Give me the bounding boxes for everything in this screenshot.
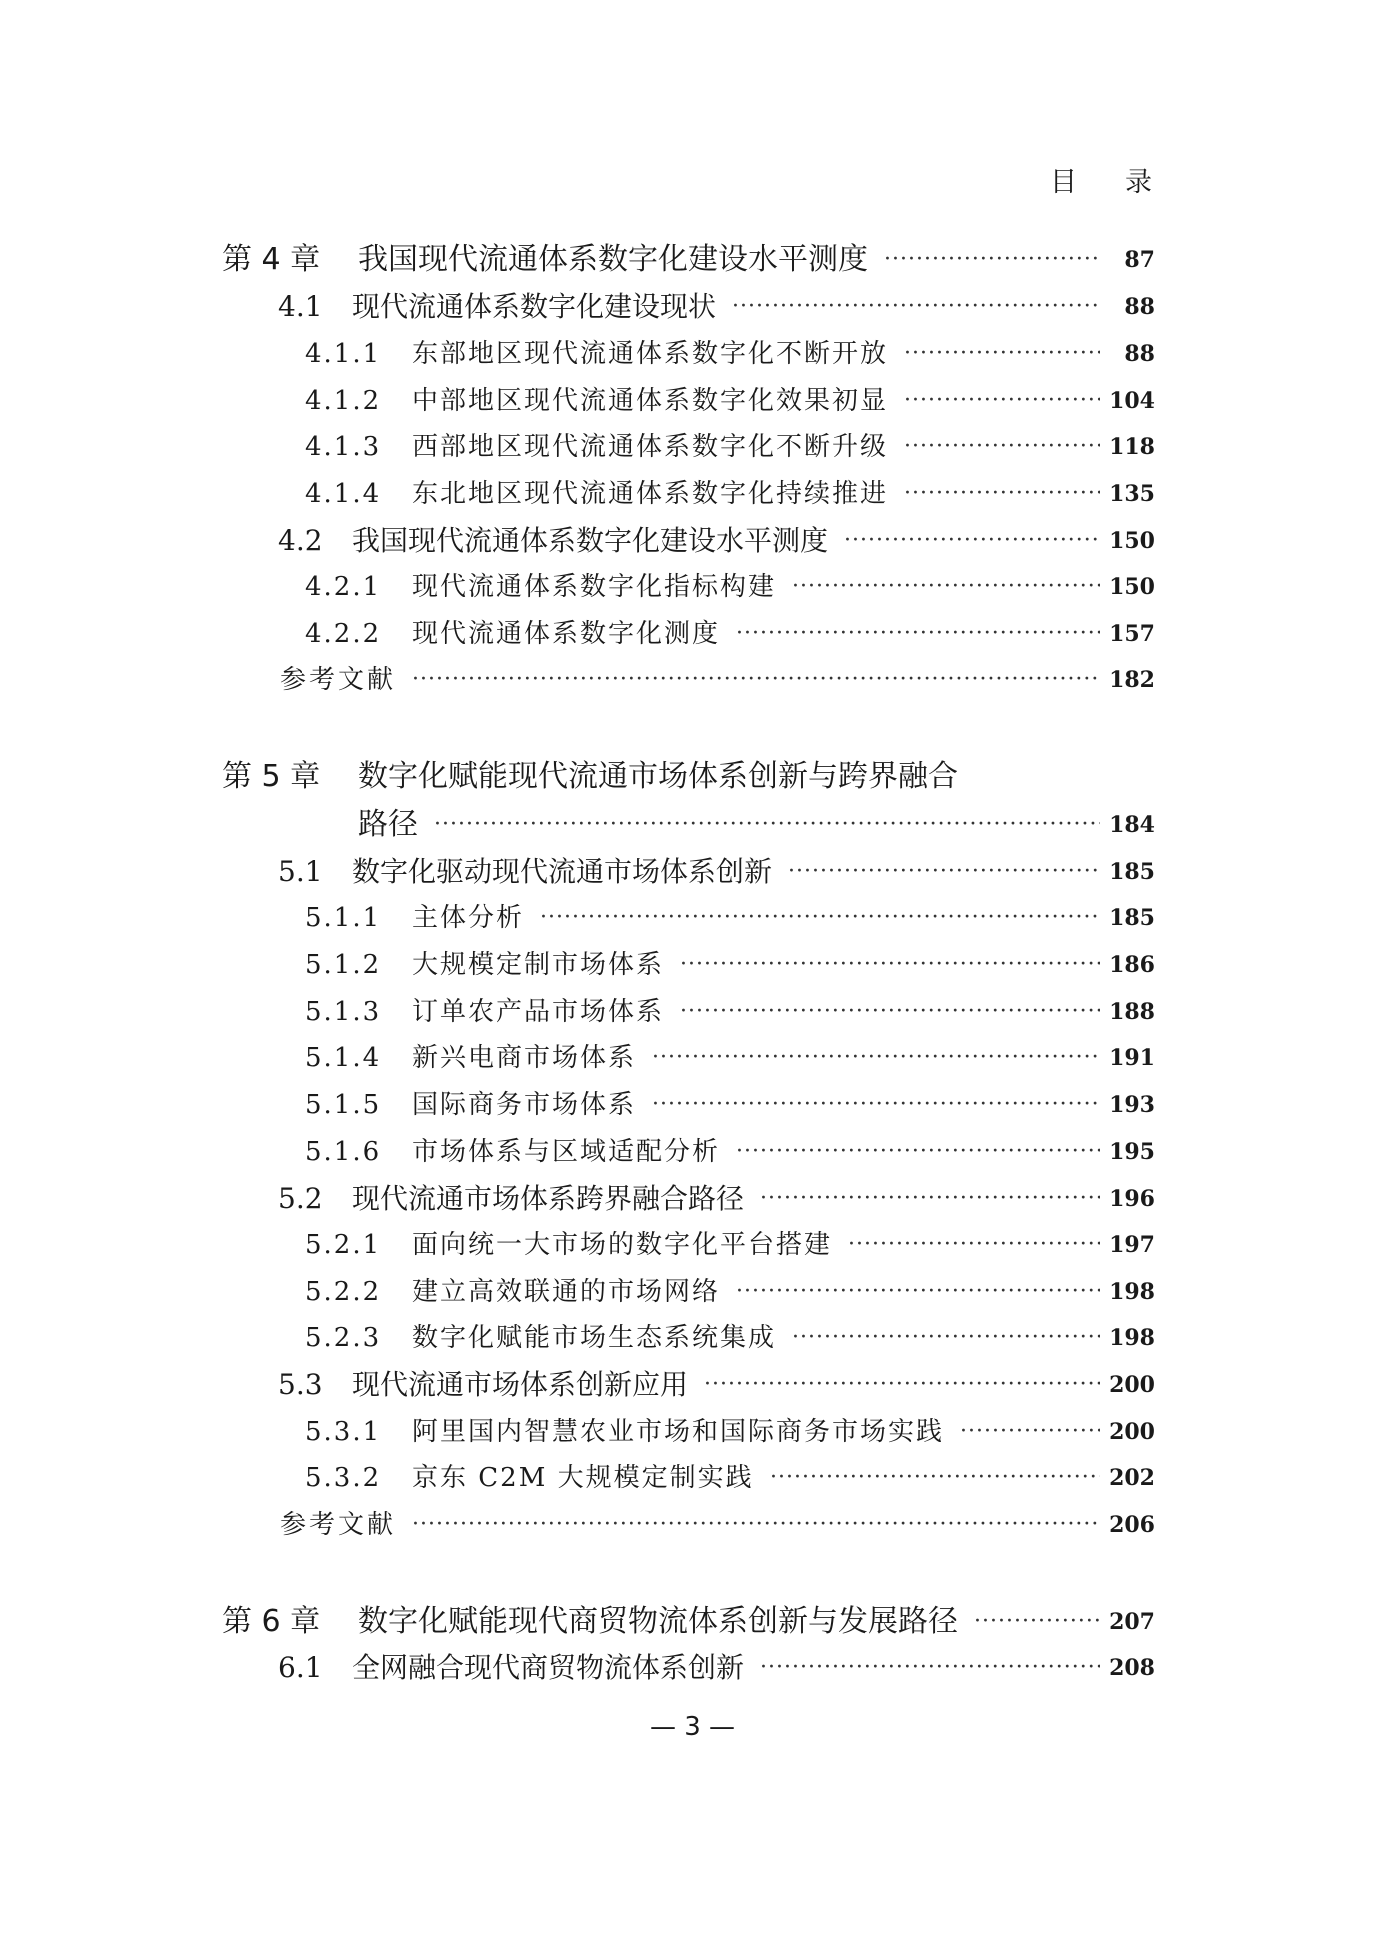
toc-entry-page: 150 bbox=[1109, 528, 1155, 554]
toc-entry-number: 5.1.1 bbox=[305, 903, 382, 933]
toc-entry-page: 207 bbox=[1109, 1609, 1155, 1635]
toc-entry bbox=[0, 1038, 1385, 1078]
toc-dot-leader bbox=[680, 992, 1100, 1032]
toc-entry bbox=[0, 660, 1385, 700]
toc-dot-leader bbox=[974, 1602, 1100, 1642]
toc-entry bbox=[0, 992, 1385, 1032]
running-header bbox=[1050, 160, 1152, 199]
toc-entry bbox=[0, 945, 1385, 985]
running-header-left: 目 bbox=[1050, 167, 1077, 198]
toc-entry bbox=[0, 287, 1385, 327]
toc-dot-leader bbox=[904, 334, 1100, 374]
toc-entry-title: 国际商务市场体系 bbox=[412, 1090, 637, 1120]
toc-entry bbox=[0, 1272, 1385, 1312]
toc-dot-leader bbox=[652, 1038, 1100, 1078]
toc-entry-number: 4.1.1 bbox=[305, 339, 382, 369]
toc-entry-page: 185 bbox=[1109, 859, 1155, 885]
toc-entry bbox=[0, 567, 1385, 607]
toc-entry bbox=[0, 1602, 1385, 1642]
toc-entry-page: 186 bbox=[1109, 952, 1155, 978]
toc-entry-title: 数字化赋能市场生态系统集成 bbox=[412, 1323, 777, 1353]
toc-entry-number: 5.3.1 bbox=[305, 1417, 382, 1447]
toc-entry-page: 198 bbox=[1109, 1325, 1155, 1351]
toc-dot-leader bbox=[434, 805, 1100, 845]
toc-entry bbox=[0, 1318, 1385, 1358]
toc-dot-leader bbox=[792, 1318, 1100, 1358]
toc-entry-title: 现代流通体系数字化建设现状 bbox=[352, 290, 717, 323]
toc-dot-leader bbox=[704, 1365, 1100, 1405]
toc-entry bbox=[0, 1412, 1385, 1452]
toc-entry-page: 182 bbox=[1109, 667, 1155, 693]
toc-dot-leader bbox=[760, 1179, 1100, 1219]
toc-dot-leader bbox=[904, 427, 1100, 467]
toc-entry-title: 我国现代流通体系数字化建设水平测度 bbox=[358, 242, 868, 277]
toc-dot-leader bbox=[652, 1085, 1100, 1125]
toc-entry-page: 104 bbox=[1109, 388, 1155, 414]
toc-entry bbox=[0, 757, 1385, 797]
toc-entry bbox=[0, 521, 1385, 561]
toc-entry bbox=[0, 427, 1385, 467]
toc-entry bbox=[0, 1648, 1385, 1688]
toc-entry-number: 5.1.6 bbox=[305, 1137, 382, 1167]
toc-dot-leader bbox=[848, 1225, 1100, 1265]
toc-entry-page: 197 bbox=[1109, 1232, 1155, 1258]
toc-entry-page: 206 bbox=[1109, 1512, 1155, 1538]
toc-entry-page: 200 bbox=[1109, 1372, 1155, 1398]
toc-entry-number: 第 6 章 bbox=[222, 1604, 321, 1639]
toc-entry-number: 4.1.2 bbox=[305, 386, 382, 416]
toc-dot-leader bbox=[884, 240, 1100, 280]
toc-entry bbox=[0, 614, 1385, 654]
toc-entry-page: 157 bbox=[1109, 621, 1155, 647]
toc-dot-leader bbox=[412, 660, 1100, 700]
toc-entry-title: 数字化赋能现代商贸物流体系创新与发展路径 bbox=[358, 1604, 958, 1639]
toc-entry-number: 4.2.1 bbox=[305, 572, 382, 602]
toc-entry-title: 建立高效联通的市场网络 bbox=[412, 1277, 721, 1307]
toc-dot-leader bbox=[736, 1272, 1100, 1312]
toc-entry-title: 西部地区现代流通体系数字化不断升级 bbox=[412, 432, 889, 462]
toc-entry-number: 第 4 章 bbox=[222, 242, 321, 277]
toc-entry-title: 数字化赋能现代流通市场体系创新与跨界融合 bbox=[358, 759, 958, 794]
toc-entry-page: 150 bbox=[1109, 574, 1155, 600]
toc-dot-leader bbox=[540, 898, 1100, 938]
toc-entry bbox=[0, 381, 1385, 421]
toc-entry bbox=[0, 1085, 1385, 1125]
toc-entry-number: 5.2 bbox=[278, 1182, 323, 1215]
toc-dot-leader bbox=[760, 1648, 1100, 1688]
toc-entry bbox=[0, 240, 1385, 280]
toc-entry-title: 全网融合现代商贸物流体系创新 bbox=[352, 1651, 745, 1684]
toc-dot-leader bbox=[844, 521, 1100, 561]
toc-entry-page: 88 bbox=[1124, 294, 1155, 320]
toc-dot-leader bbox=[412, 1505, 1100, 1545]
toc-entry-page: 135 bbox=[1109, 481, 1155, 507]
toc-entry-page: 200 bbox=[1109, 1419, 1155, 1445]
toc-entry bbox=[0, 334, 1385, 374]
toc-entry bbox=[0, 1505, 1385, 1545]
toc-entry-title: 阿里国内智慧农业市场和国际商务市场实践 bbox=[412, 1417, 945, 1447]
toc-entry-number: 第 5 章 bbox=[222, 759, 321, 794]
toc-entry-title: 东北地区现代流通体系数字化持续推进 bbox=[412, 479, 889, 509]
toc-entry bbox=[0, 805, 1385, 845]
page-number: — 3 — bbox=[649, 1712, 736, 1742]
toc-entry-page: 195 bbox=[1109, 1139, 1155, 1165]
toc-entry-number: 4.1.4 bbox=[305, 479, 382, 509]
toc-entry-page: 196 bbox=[1109, 1186, 1155, 1212]
toc-entry bbox=[0, 1132, 1385, 1172]
toc-dot-leader bbox=[736, 1132, 1100, 1172]
toc-entry-number: 4.2.2 bbox=[305, 619, 382, 649]
toc-entry bbox=[0, 1225, 1385, 1265]
toc-entry-number: 5.1.2 bbox=[305, 950, 382, 980]
toc-entry bbox=[0, 474, 1385, 514]
toc-entry-title: 参考文献 bbox=[280, 1510, 397, 1540]
toc-entry bbox=[0, 1365, 1385, 1405]
toc-entry-page: 184 bbox=[1109, 812, 1155, 838]
toc-entry-number: 5.1 bbox=[278, 855, 323, 888]
toc-entry-title: 我国现代流通体系数字化建设水平测度 bbox=[352, 524, 829, 557]
toc-entry-page: 193 bbox=[1109, 1092, 1155, 1118]
running-header-right: 录 bbox=[1125, 167, 1152, 198]
toc-dot-leader bbox=[960, 1412, 1100, 1452]
toc-entry-title: 参考文献 bbox=[280, 665, 397, 695]
toc-dot-leader bbox=[904, 474, 1100, 514]
toc-entry-number: 5.1.3 bbox=[305, 997, 382, 1027]
toc-entry-title: 现代流通体系数字化指标构建 bbox=[412, 572, 777, 602]
toc-entry-title: 京东 C2M 大规模定制实践 bbox=[412, 1463, 754, 1493]
toc-entry-title: 新兴电商市场体系 bbox=[412, 1043, 637, 1073]
toc-entry-number: 5.3 bbox=[278, 1368, 323, 1401]
toc-entry-title: 订单农产品市场体系 bbox=[412, 997, 665, 1027]
toc-entry-number: 6.1 bbox=[278, 1651, 323, 1684]
toc-entry-page: 118 bbox=[1109, 434, 1155, 460]
toc-entry-title: 现代流通体系数字化测度 bbox=[412, 619, 721, 649]
toc-entry-page: 191 bbox=[1109, 1045, 1155, 1071]
toc-entry-title: 数字化驱动现代流通市场体系创新 bbox=[352, 855, 773, 888]
toc-entry bbox=[0, 898, 1385, 938]
toc-entry-number: 5.1.4 bbox=[305, 1043, 382, 1073]
toc-dot-leader bbox=[732, 287, 1100, 327]
toc-entry-page: 185 bbox=[1109, 905, 1155, 931]
toc-entry-page: 208 bbox=[1109, 1655, 1155, 1681]
toc-entry bbox=[0, 852, 1385, 892]
toc-entry-page: 88 bbox=[1124, 341, 1155, 367]
toc-entry-title: 东部地区现代流通体系数字化不断开放 bbox=[412, 339, 889, 369]
toc-entry-number: 5.2.2 bbox=[305, 1277, 382, 1307]
toc-entry-number: 5.1.5 bbox=[305, 1090, 382, 1120]
toc-entry-title: 现代流通市场体系创新应用 bbox=[352, 1368, 689, 1401]
toc-entry-title: 路径 bbox=[358, 807, 418, 842]
toc-entry-number: 5.3.2 bbox=[305, 1463, 382, 1493]
toc-dot-leader bbox=[788, 852, 1100, 892]
toc-entry bbox=[0, 1458, 1385, 1498]
toc-entry bbox=[0, 1179, 1385, 1219]
toc-dot-leader bbox=[792, 567, 1100, 607]
toc-entry-number: 5.2.1 bbox=[305, 1230, 382, 1260]
toc-entry-page: 202 bbox=[1109, 1465, 1155, 1491]
toc-entry-number: 4.2 bbox=[278, 524, 323, 557]
toc-dot-leader bbox=[904, 381, 1100, 421]
toc-entry-title: 市场体系与区域适配分析 bbox=[412, 1137, 721, 1167]
toc-entry-title: 面向统一大市场的数字化平台搭建 bbox=[412, 1230, 833, 1260]
toc-entry-title: 主体分析 bbox=[412, 903, 525, 933]
toc-entry-page: 188 bbox=[1109, 999, 1155, 1025]
toc-dot-leader bbox=[680, 945, 1100, 985]
toc-entry-number: 4.1.3 bbox=[305, 432, 382, 462]
toc-entry-title: 中部地区现代流通体系数字化效果初显 bbox=[412, 386, 889, 416]
toc-entry-title: 现代流通市场体系跨界融合路径 bbox=[352, 1182, 745, 1215]
toc-entry-page: 198 bbox=[1109, 1279, 1155, 1305]
toc-entry-number: 5.2.3 bbox=[305, 1323, 382, 1353]
toc-entry-title: 大规模定制市场体系 bbox=[412, 950, 665, 980]
toc-dot-leader bbox=[770, 1458, 1100, 1498]
toc-dot-leader bbox=[736, 614, 1100, 654]
toc-entry-number: 4.1 bbox=[278, 290, 323, 323]
toc-entry-page: 87 bbox=[1124, 247, 1155, 273]
